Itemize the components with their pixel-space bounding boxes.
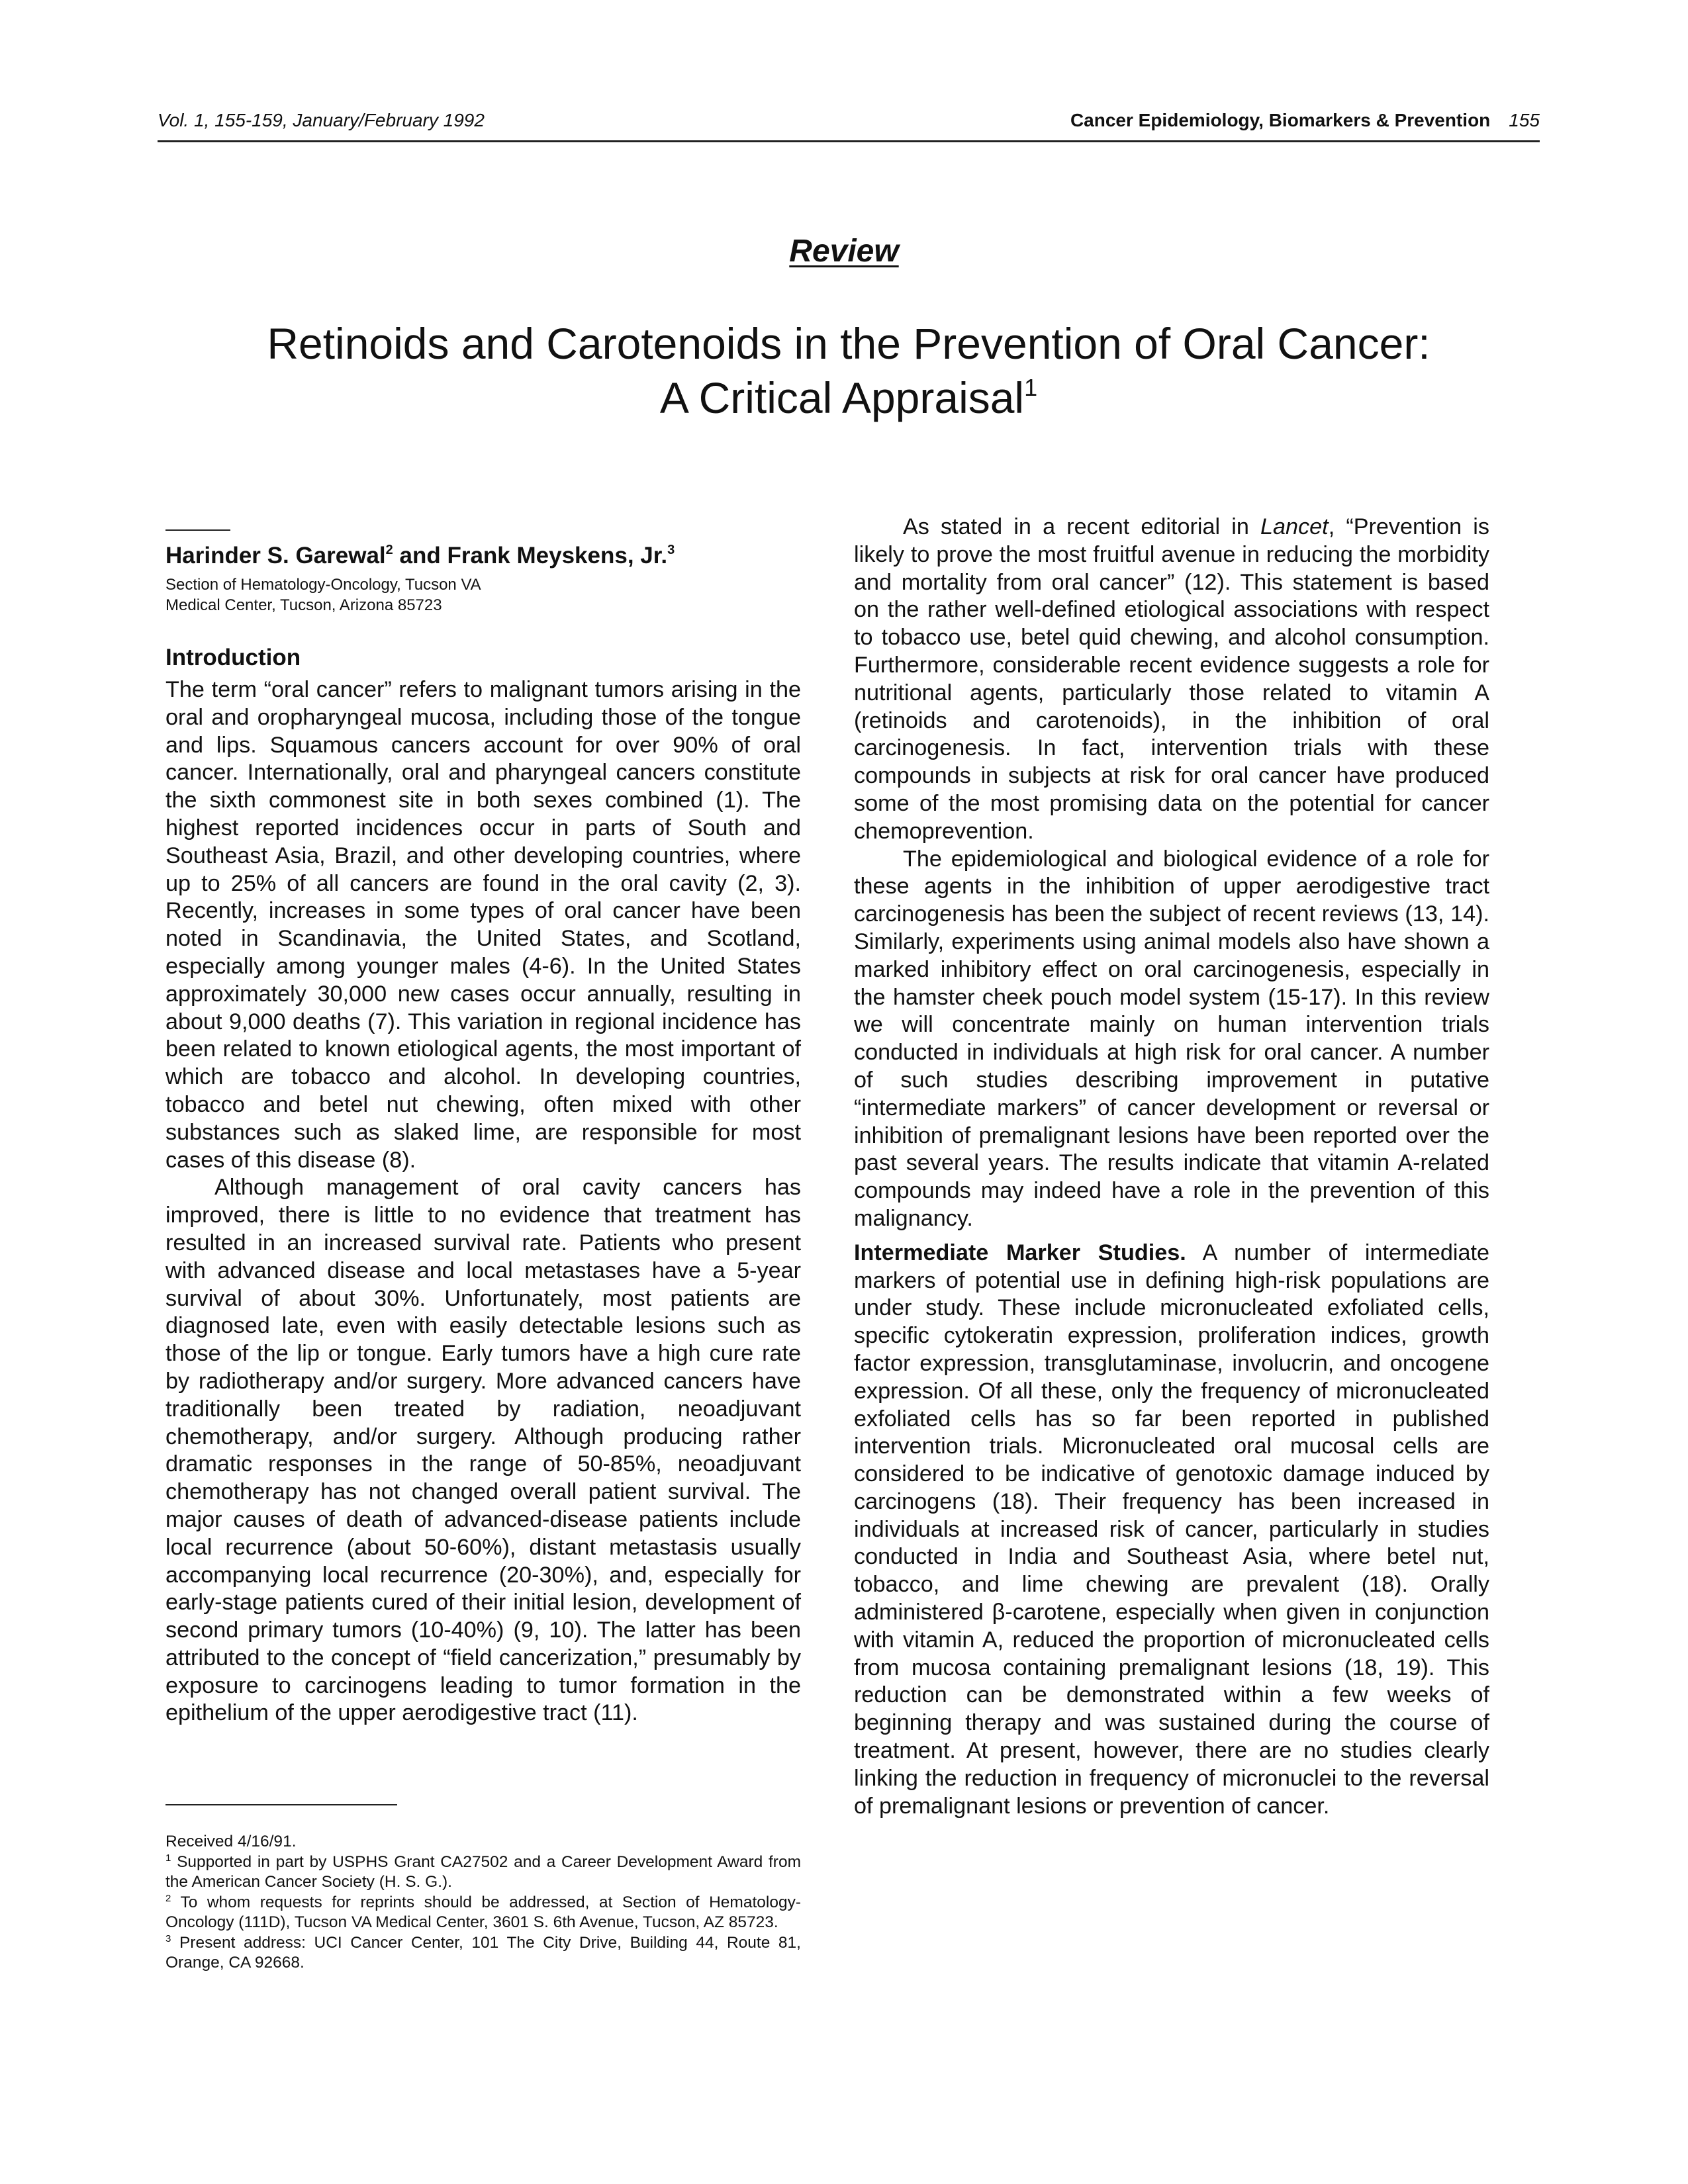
- section-label-text: Review: [789, 234, 899, 269]
- left-column: [165, 529, 801, 1727]
- title-line-1: Retinoids and Carotenoids in the Prevention of Oral Cancer:: [267, 319, 1430, 368]
- footnote-3-text: Present address: UCI Cancer Center, 101 The City Drive, Building 44, Route 81, Orange, CA 92668.: [165, 1933, 801, 1972]
- p3-text-after: , “Prevention is likely to prove the most fruitful avenue in reducing the morbidity and mortality from oral cancer” (12). This statement is based on the rather well-defined etiological associations with respect to tobacco use, betel quid chewing, and alcohol consumption. Furthermore, considerable recent evidence suggests a role for nutritional agents, particularly those related to vitamin A (retinoids and carotenoids), in the inhibition of oral carcinogenesis. In fact, intervention trials with these compounds in subjects at risk for oral cancer have produced some of the most promising data on the potential for cancer chemoprevention.: [854, 514, 1489, 844]
- intro-paragraph-2: Although management of oral cavity cancers has improved, there is little to no evidence that treatment has resulted in an increased survival rate. Patients who present with advanced disease and local metastases have a 5-year survival of about 30%. Unfortunately, most patients are diagnosed late, even with easily detectable lesions such as those of the lip or tongue. Early tumors have a high cure rate by radiotherapy and/or surgery. More advanced cancers have traditionally been treated by radiation, neoadjuvant chemotherapy, and/or surgery. Although producing rather dramatic responses in the range of 50-85%, neoadjuvant chemotherapy has not changed overall patient survival. The major causes of death of advanced-disease patients include local recurrence (about 50-60%), distant metastasis usually accompanying local recurrence (20-30%), and, especially for early-stage patients cured of their initial lesion, development of second primary tumors (10-40%) (9, 10). The latter has been attributed to the concept of “field cancerization,” presumably by exposure to carcinogens leading to tumor formation in the epithelium of the upper aerodigestive tract (11).: [165, 1175, 801, 1726]
- footnote-2-text: To whom requests for reprints should be addressed, at Section of Hematology-Oncology (111D), Tucson VA Medical Center, 3601 S. 6th Avenue, Tucson, AZ 85723.: [165, 1893, 802, 1931]
- journal-name: Cancer Epidemiology, Biomarkers & Prevention: [1070, 110, 1491, 130]
- lancet-journal-name: Lancet: [1260, 514, 1329, 539]
- article-title: [158, 316, 1540, 425]
- author-rule: [165, 529, 230, 531]
- footnotes: [165, 1804, 801, 1974]
- footnote-2-mark: 2: [165, 1892, 171, 1904]
- received-date: Received 4/16/91.: [165, 1833, 297, 1850]
- journal-header: [1070, 110, 1540, 131]
- author-2-mark: 3: [667, 543, 675, 557]
- footnote-1: [165, 1852, 801, 1893]
- intermediate-markers-paragraph: [854, 1240, 1489, 1821]
- introduction-heading: Introduction: [165, 645, 301, 670]
- author-1: Harinder S. Garewal: [165, 543, 386, 569]
- footnote-3-mark: 3: [165, 1933, 171, 1944]
- footnote-3: [165, 1933, 801, 1974]
- author-connector: and: [393, 543, 447, 569]
- title-footnote-mark: 1: [1024, 374, 1038, 401]
- footnote-1-mark: 1: [165, 1852, 171, 1864]
- intro-paragraph-1: The term “oral cancer” refers to malignant tumors arising in the oral and oropharyngeal mucosa, including those of the tongue and lips. Squamous cancers account for over 90% of oral cancer. Internationally, oral and pharyngeal cancers constitute the sixth commonest site in both sexes combined (1). The highest reported incidences occur in parts of South and Southeast Asia, Brazil, and other developing countries, where up to 25% of all cancers are found in the oral cavity (2, 3). Recently, increases in some types of oral cancer have been noted in Scandinavia, the United States, and Scotland, especially among younger males (4-6). In the United States approximately 30,000 new cases occur annually, resulting in about 9,000 deaths (7). This variation in regional incidence has been related to known etiological agents, the most important of which are tobacco and alcohol. In developing countries, tobacco and betel nut chewing, often mixed with other substances such as slaked lime, are responsible for most cases of this disease (8).: [165, 677, 801, 1173]
- volume-info: Vol. 1, 155-159, January/February 1992: [158, 110, 485, 130]
- footnote-rule: [165, 1804, 397, 1805]
- author-2: Frank Meyskens, Jr.: [447, 543, 668, 569]
- intermediate-markers-text: A number of intermediate markers of potential use in defining high-risk populations are under study. These include micronucleated exfoliated cells, specific cytokeratin expression, proliferation indices, growth factor expression, transglutaminase, involucrin, and oncogene expression. Of all these, only the frequency of micronucleated exfoliated cells has so far been reported in published intervention trials. Micronucleated oral mucosal cells are considered to be indicative of genotoxic damage induced by carcinogens (18). Their frequency has been increased in individuals at increased risk of cancer, particularly in studies conducted in India and Southeast Asia, where betel nut, tobacco, and lime chewing are prevalent (18). Orally administered β-carotene, especially when given in conjunction with vitamin A, reduced the proportion of micronucleated cells from mucosa containing premalignant lesions (18, 19). This reduction can be demonstrated within a few weeks of beginning therapy and was sustained during the course of treatment. At present, however, there are no studies clearly linking the reduction in frequency of micronuclei to the reversal of premalignant lesions or prevention of cancer.: [854, 1240, 1489, 1819]
- intro-paragraph-3: [854, 514, 1489, 846]
- section-label: [0, 233, 1688, 269]
- page-number: 155: [1509, 110, 1540, 130]
- intermediate-markers-heading: Intermediate Marker Studies.: [854, 1240, 1186, 1265]
- footnote-2: [165, 1893, 801, 1933]
- title-line-2: A Critical Appraisal: [659, 373, 1025, 422]
- right-column: [854, 514, 1489, 1820]
- affiliation: Section of Hematology-Oncology, Tucson VA Medical Center, Tucson, Arizona 85723: [165, 576, 481, 614]
- p3-text-before: As stated in a recent editorial in: [903, 514, 1261, 539]
- author-1-mark: 2: [385, 543, 393, 557]
- author-line: [165, 540, 801, 572]
- intro-paragraph-4: The epidemiological and biological evidence of a role for these agents in the inhibition of upper aerodigestive tract carcinogenesis has been the subject of recent reviews (13, 14). Similarly, experiments using animal models also have shown a marked inhibitory effect on oral carcinogenesis, especially in the hamster cheek pouch model system (15-17). In this review we will concentrate mainly on human intervention trials conducted in individuals at high risk for oral cancer. A number of such studies describing improvement in putative “intermediate markers” of cancer development or reversal or inhibition of premalignant lesions have been reported over the past several years. The results indicate that vitamin A-related compounds may indeed have a role in the prevention of this malignancy.: [854, 846, 1489, 1231]
- footnote-1-text: Supported in part by USPHS Grant CA27502 and a Career Development Award from the American Cancer Society (H. S. G.).: [165, 1852, 802, 1891]
- running-head: [158, 106, 1540, 142]
